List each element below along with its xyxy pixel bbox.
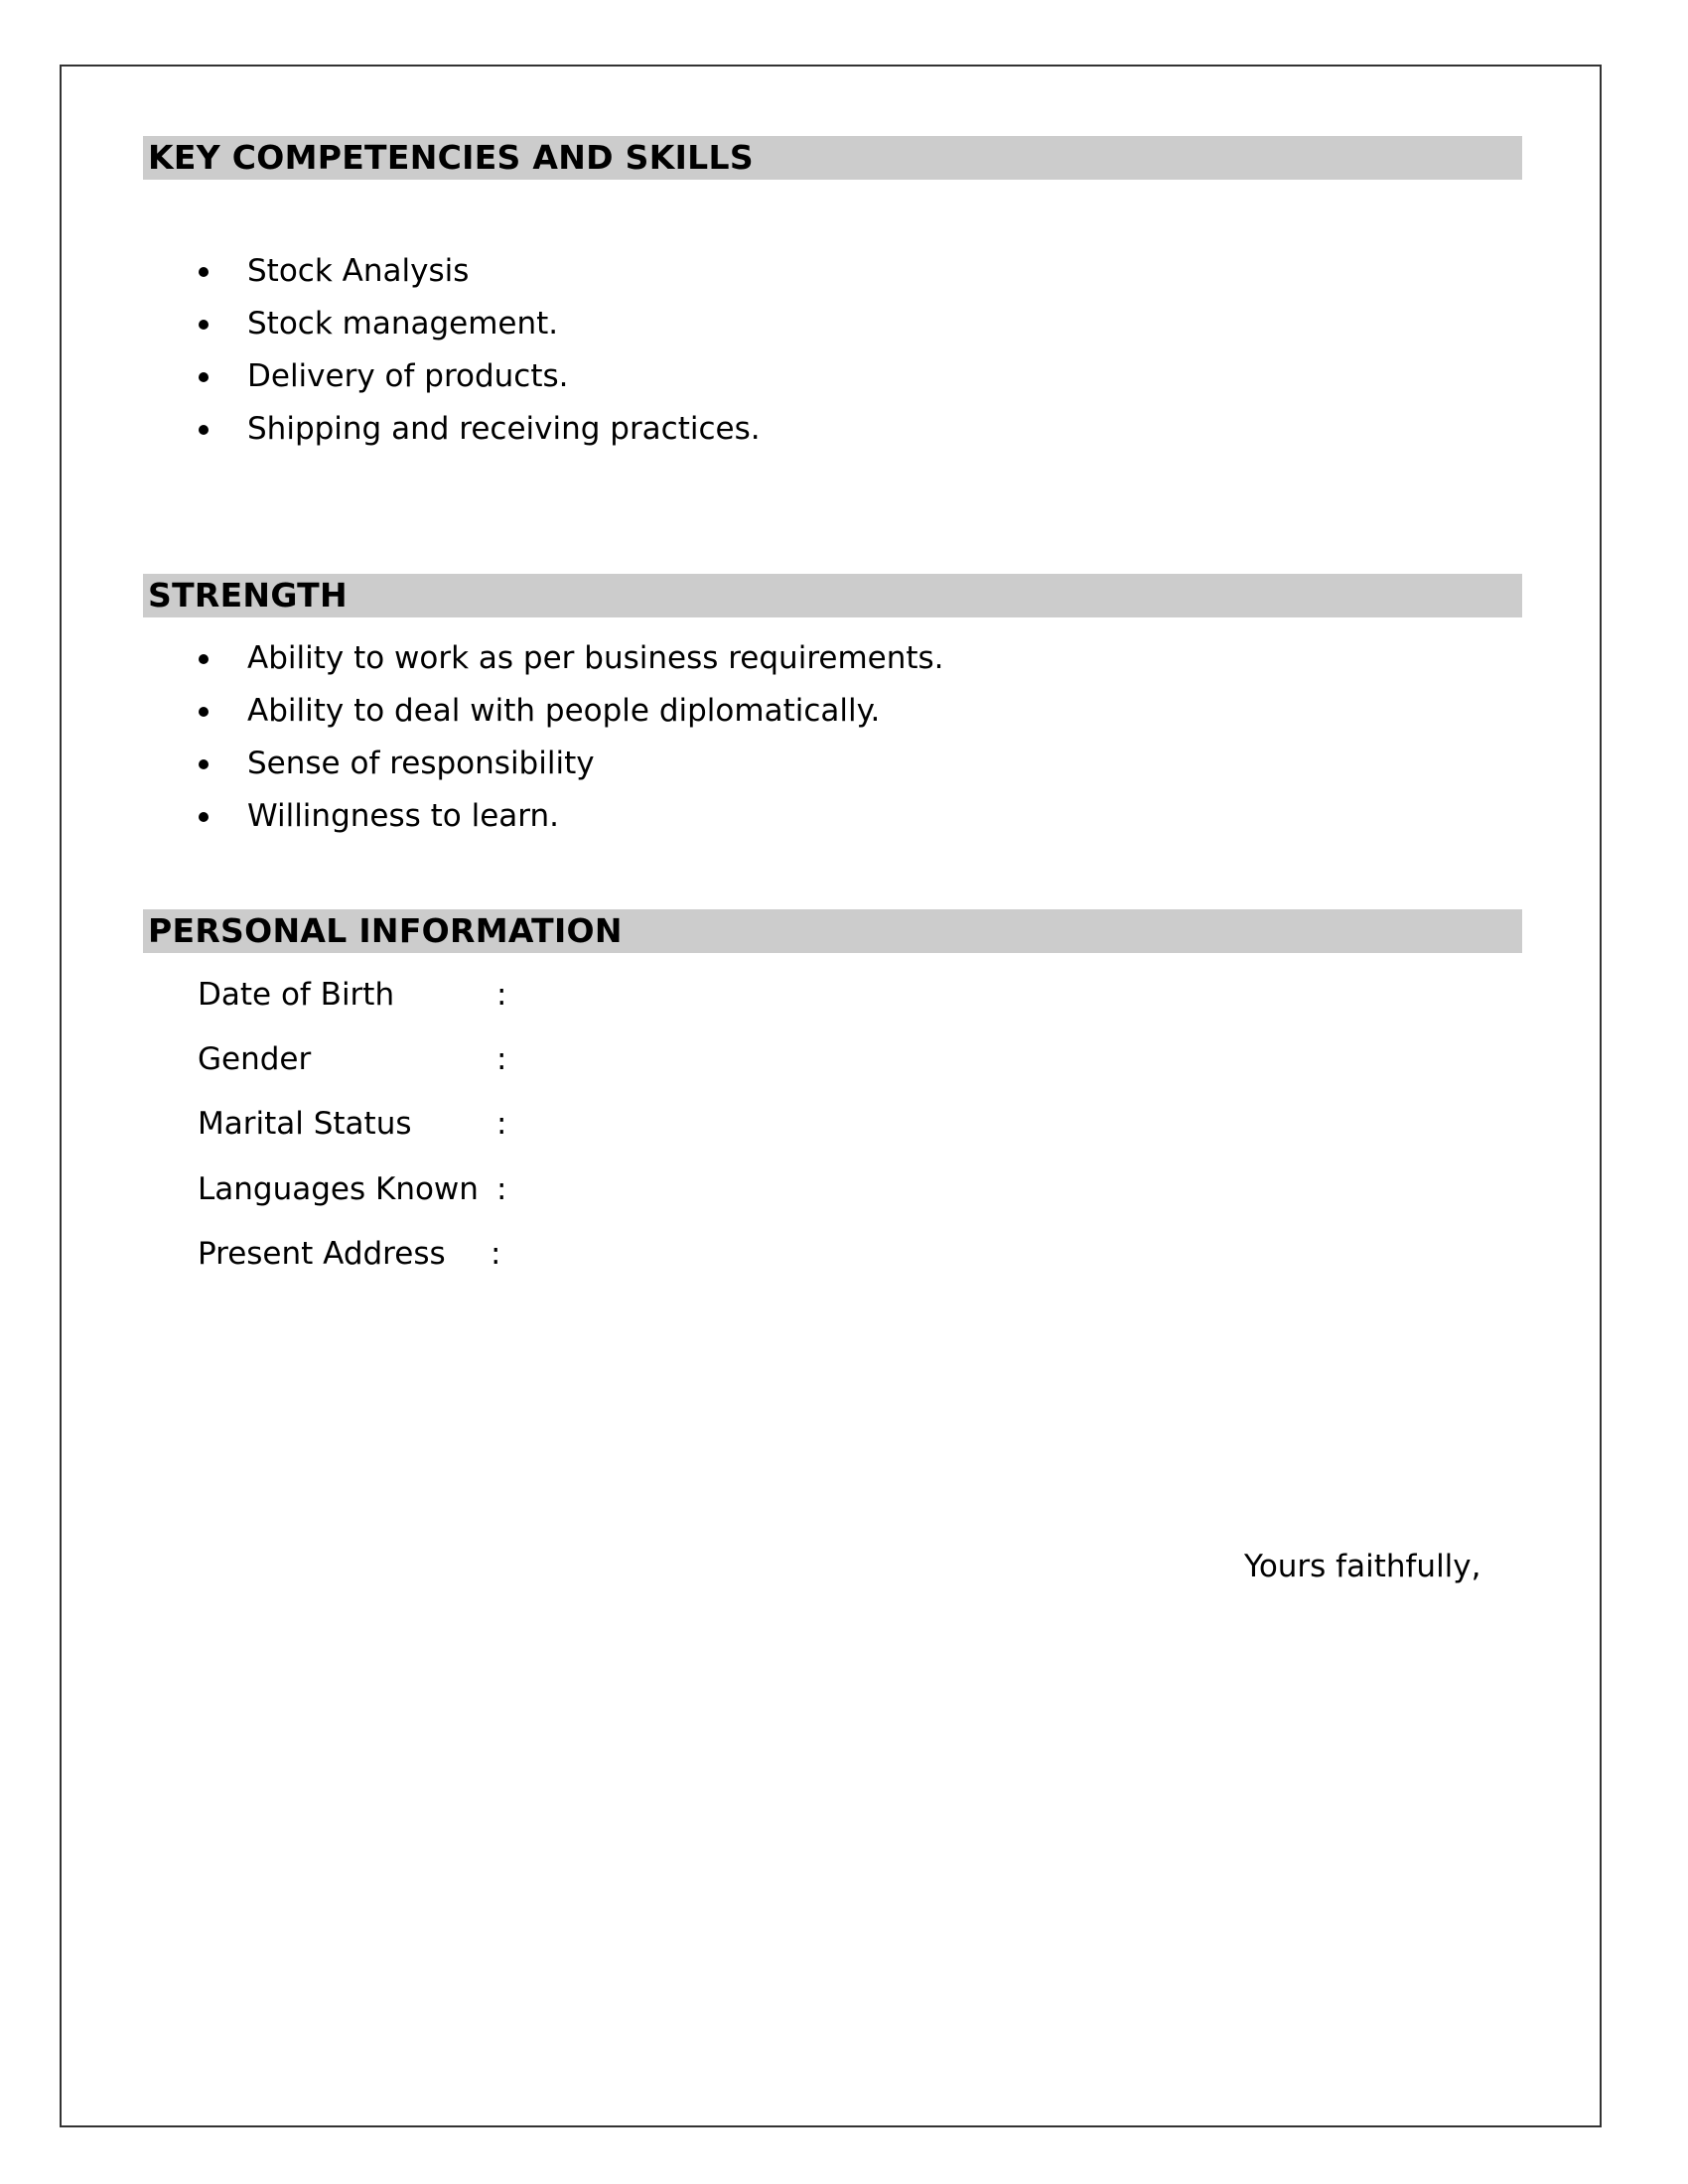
strength-heading: STRENGTH — [143, 574, 1522, 617]
bullet-icon — [199, 267, 209, 277]
info-label: Gender — [198, 1041, 312, 1077]
closing-text: Yours faithfully, — [1244, 1549, 1481, 1584]
info-separator: : — [496, 1106, 507, 1142]
bullet-icon — [199, 372, 209, 382]
info-label: Marital Status — [198, 1106, 412, 1142]
bullet-icon — [199, 707, 209, 717]
info-label: Present Address — [198, 1236, 446, 1272]
personal-heading: PERSONAL INFORMATION — [143, 909, 1522, 953]
info-label: Date of Birth — [198, 977, 395, 1013]
info-separator: : — [496, 1041, 507, 1077]
info-separator: : — [491, 1236, 501, 1272]
info-separator: : — [496, 977, 507, 1013]
competencies-heading: KEY COMPETENCIES AND SKILLS — [143, 136, 1522, 180]
bullet-icon — [199, 654, 209, 664]
bullet-icon — [199, 320, 209, 330]
bullet-icon — [199, 759, 209, 769]
bullet-icon — [199, 812, 209, 822]
bullet-icon — [199, 425, 209, 435]
info-separator: : — [496, 1171, 507, 1207]
info-label: Languages Known — [198, 1171, 479, 1207]
